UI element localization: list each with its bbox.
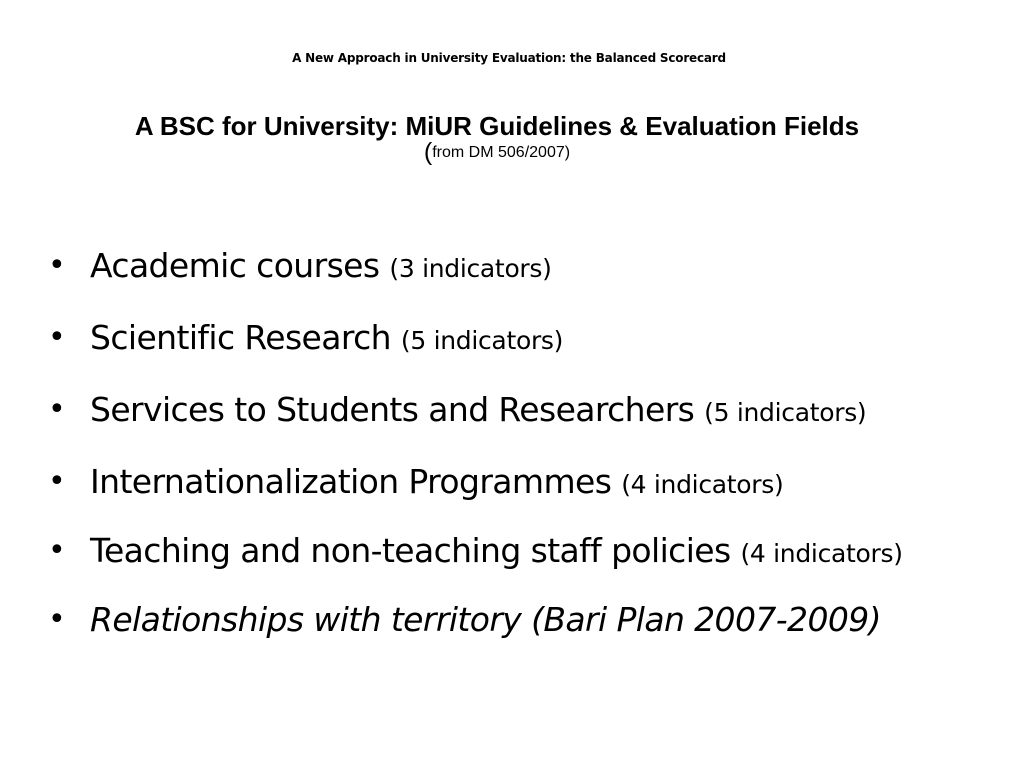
list-item <box>46 384 1011 442</box>
list-item-note: (3 indicators) <box>389 254 552 283</box>
list-item <box>46 594 1011 652</box>
slide-title: A BSC for University: MiUR Guidelines & Evaluation Fields <box>134 111 860 141</box>
list-item-note: (5 indicators) <box>400 326 564 355</box>
list-item <box>46 240 1011 298</box>
list-item <box>46 456 1011 514</box>
list-item-text: Internationalization Programmes <box>90 462 622 501</box>
list-item-note: (4 indicators) <box>621 470 784 499</box>
slide-subtitle <box>0 138 994 166</box>
subtitle-text: from DM 506/2007) <box>432 144 571 161</box>
bullet-icon: • <box>48 533 66 568</box>
bullet-icon: • <box>48 320 66 355</box>
bullet-icon: • <box>48 602 66 637</box>
bullet-icon: • <box>48 392 66 427</box>
list-item-note: (5 indicators) <box>704 398 867 427</box>
header-caption: A New Approach in University Evaluation: the Balanced Scorecard <box>292 51 726 65</box>
list-item-note: (4 indicators) <box>740 539 903 568</box>
subtitle-paren: ( <box>423 138 433 166</box>
list-item-text: Scientific Research <box>90 318 401 357</box>
list-item-text: Services to Students and Researchers <box>90 390 705 429</box>
bullet-icon: • <box>48 464 66 499</box>
list-item <box>46 312 1011 370</box>
bullet-icon: • <box>48 248 66 283</box>
bullet-list <box>46 240 1011 666</box>
title-block <box>0 110 994 164</box>
list-item-text: Relationships with territory (Bari Plan 2007-2009) <box>90 600 881 639</box>
list-item <box>46 528 1011 580</box>
list-item-text: Academic courses <box>90 246 390 285</box>
list-item-text: Teaching and non-teaching staff policies <box>90 531 741 570</box>
